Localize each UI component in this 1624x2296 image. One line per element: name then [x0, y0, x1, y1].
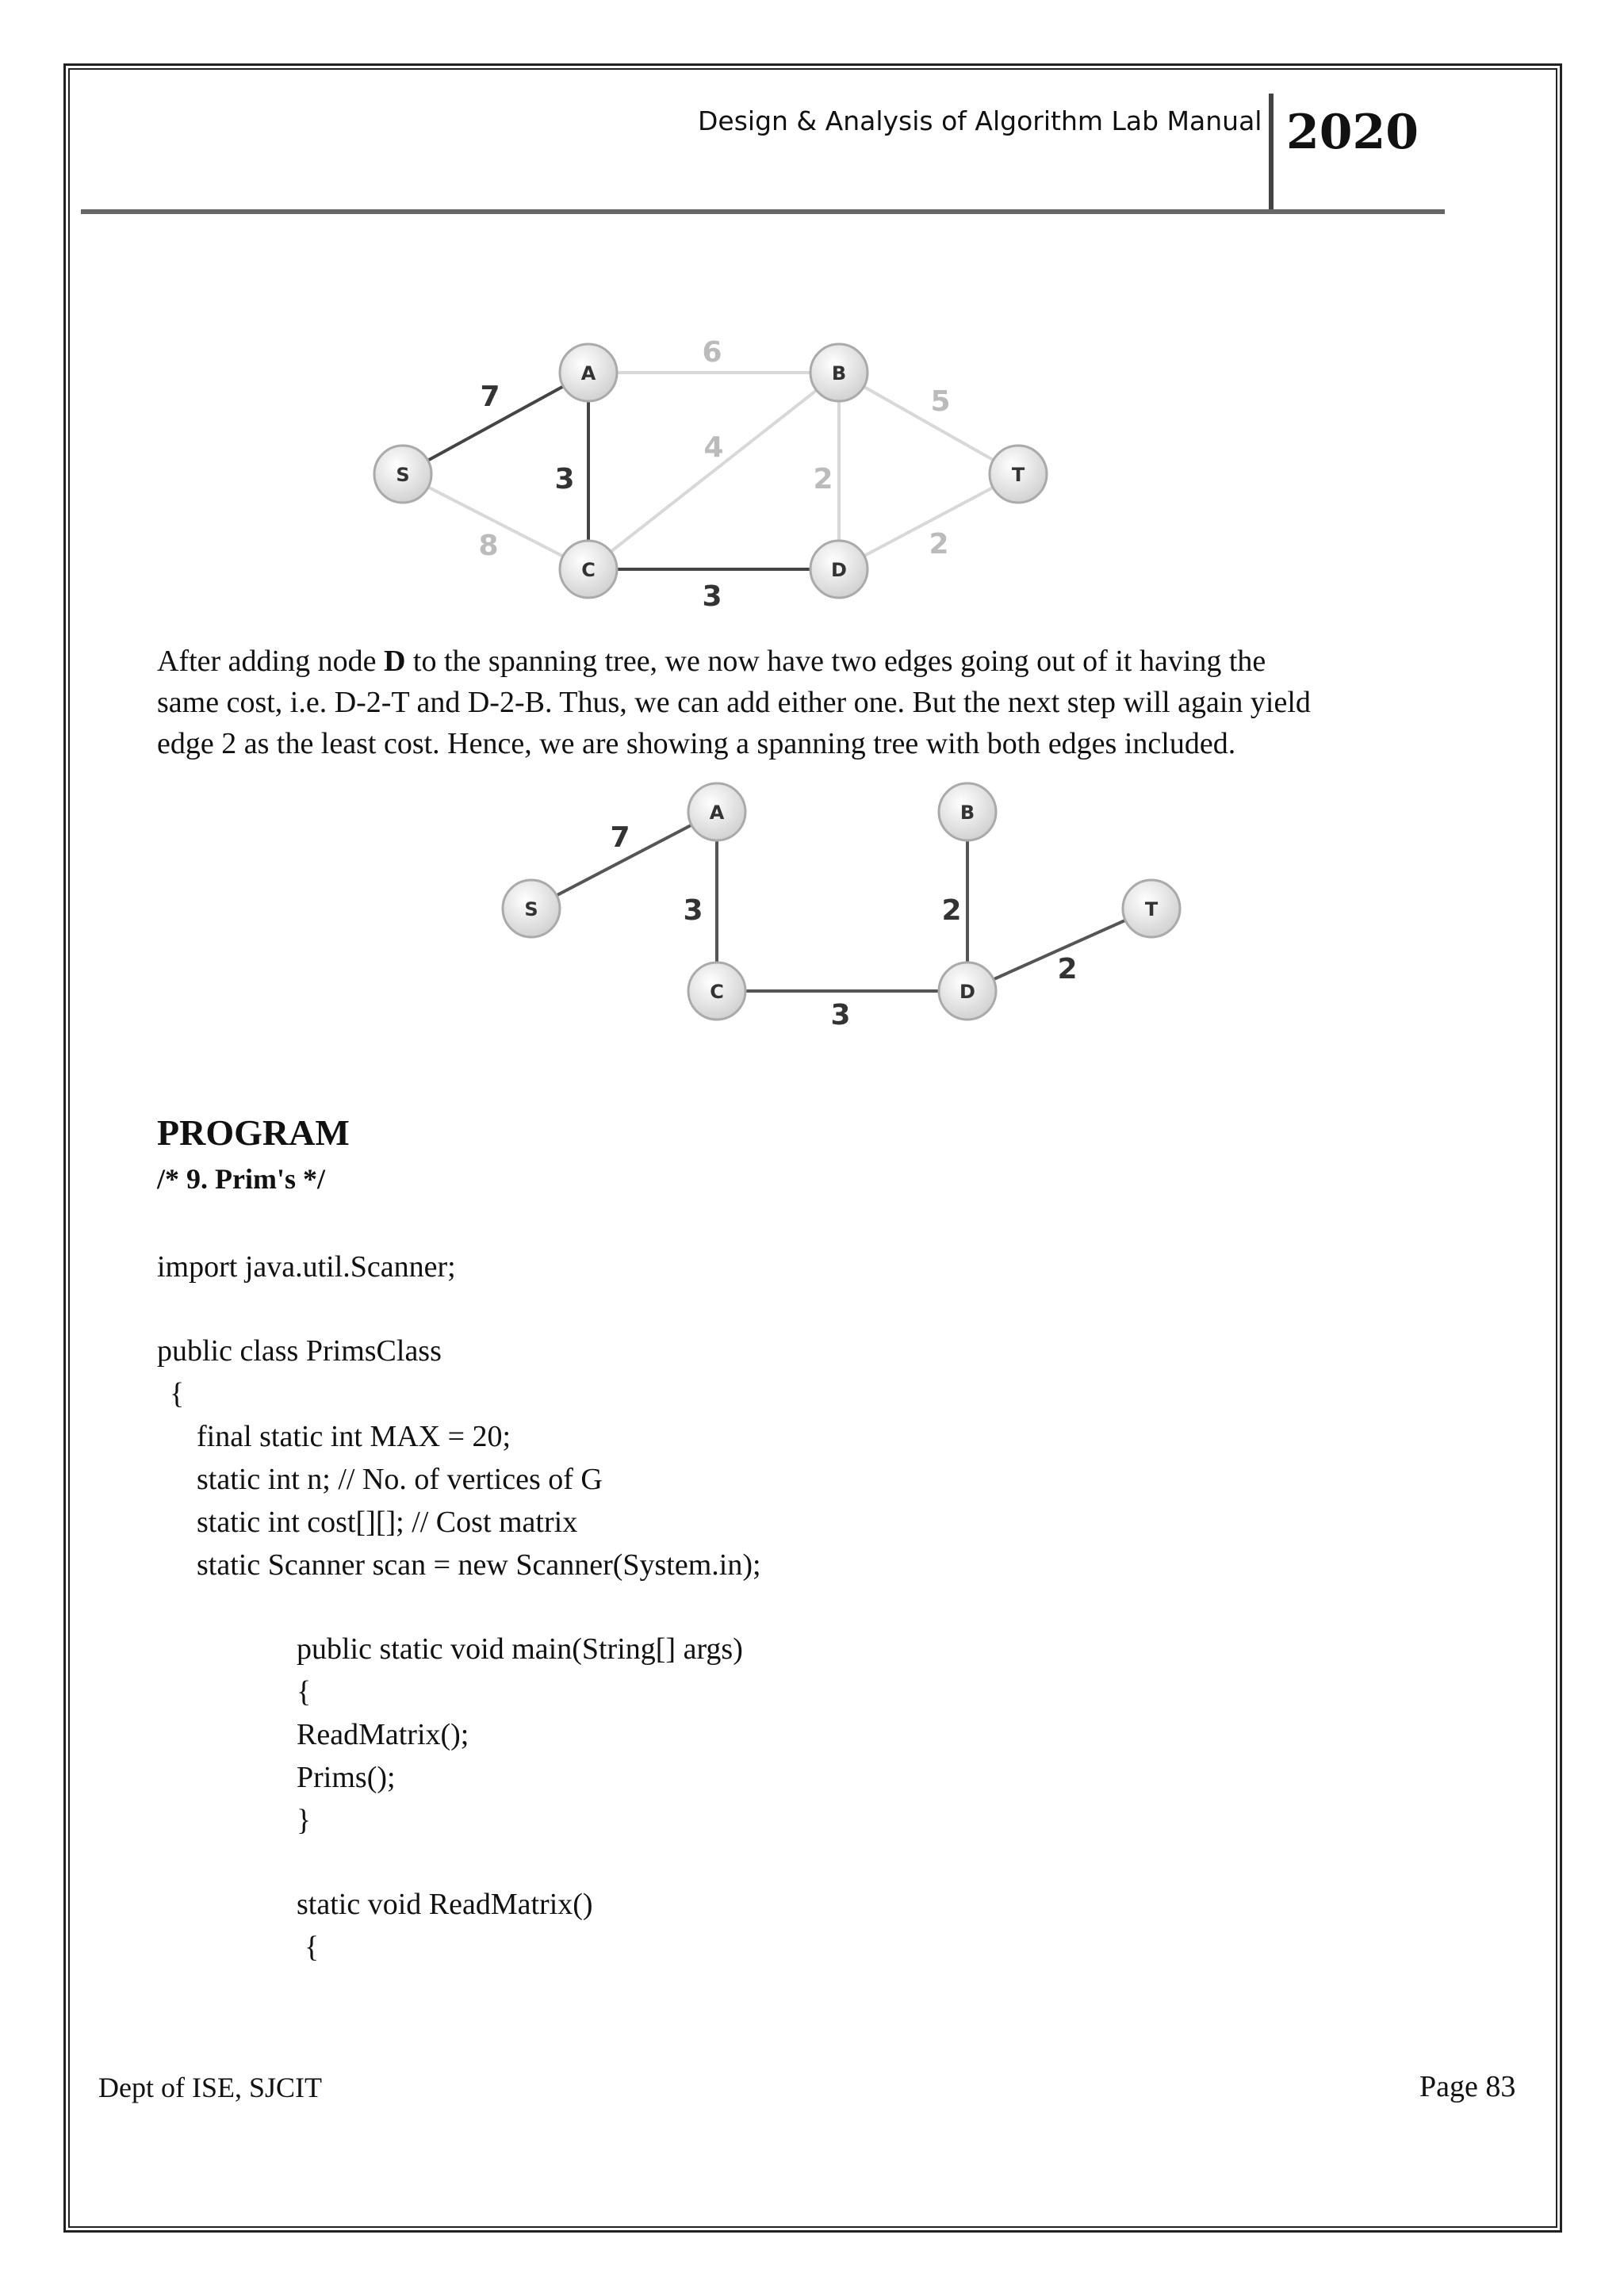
- tree-weight-b-d: 2: [941, 894, 962, 927]
- code-line: public class PrimsClass: [157, 1334, 442, 1368]
- code-line: static void ReadMatrix(): [297, 1888, 593, 1921]
- paragraph-line-3: edge 2 as the least cost. Hence, we are showing a spanning tree with both edges included.: [157, 727, 1236, 760]
- code-line: static int n; // No. of vertices of G: [197, 1463, 603, 1496]
- code-line: {: [304, 1931, 320, 1964]
- paragraph-line-2: same cost, i.e. D-2-T and D-2-B. Thus, we can add either one. But the next step will again yield: [157, 686, 1311, 719]
- graph2-node-b: [939, 783, 996, 840]
- code-line: public static void main(String[] args): [297, 1632, 743, 1666]
- code-line: final static int MAX = 20;: [197, 1420, 511, 1453]
- program-heading: PROGRAM: [157, 1112, 350, 1153]
- code-line: static int cost[][]; // Cost matrix: [197, 1506, 578, 1539]
- tree-weight-a-c: 3: [683, 894, 703, 927]
- graph2-node-t: [1123, 880, 1180, 937]
- graph2-node-a: [688, 783, 745, 840]
- weight-label-c-d: 3: [702, 580, 722, 613]
- svg-text:B: B: [831, 362, 847, 385]
- svg-text:S: S: [396, 464, 410, 486]
- graph2-node-s: [503, 880, 560, 937]
- svg-text:T: T: [1144, 898, 1159, 920]
- svg-text:B: B: [959, 802, 975, 824]
- tree-weight-d-t: 2: [1057, 953, 1078, 985]
- svg-text:A: A: [709, 802, 725, 824]
- graph2-node-d: [939, 962, 996, 1020]
- code-line: {: [297, 1675, 312, 1709]
- code-line: ReadMatrix();: [297, 1718, 469, 1751]
- weight-label-b-d: 2: [813, 463, 833, 496]
- header-title: Design & Analysis of Algorithm Lab Manual: [698, 105, 1262, 136]
- weight-label-a-b: 6: [702, 336, 722, 369]
- weight-label-a-c: 3: [554, 463, 575, 496]
- svg-text:T: T: [1011, 464, 1025, 486]
- tree-weight-c-d: 3: [830, 999, 851, 1031]
- tree-weight-s-a: 7: [610, 821, 630, 854]
- header-year: 2020: [1286, 105, 1419, 160]
- weight-label-s-c: 8: [478, 530, 499, 562]
- code-line: import java.util.Scanner;: [157, 1250, 456, 1284]
- svg-text:A: A: [580, 362, 596, 385]
- svg-text:D: D: [959, 981, 975, 1003]
- footer-page-number: Page 83: [1419, 2070, 1516, 2103]
- weight-label-d-t: 2: [929, 528, 949, 561]
- code-line: static Scanner scan = new Scanner(System.in);: [197, 1548, 761, 1582]
- code-line: {: [170, 1377, 185, 1410]
- svg-text:C: C: [581, 559, 596, 581]
- code-line: }: [297, 1804, 312, 1837]
- program-subheading: /* 9. Prim's */: [157, 1163, 325, 1195]
- graph2-node-c: [688, 962, 745, 1020]
- weight-label-c-b: 4: [703, 431, 724, 464]
- footer-department: Dept of ISE, SJCIT: [98, 2072, 322, 2103]
- svg-text:C: C: [710, 981, 724, 1003]
- weight-label-b-t: 5: [930, 385, 951, 418]
- svg-text:D: D: [831, 559, 847, 581]
- svg-text:S: S: [524, 898, 538, 920]
- paragraph-line-1: After adding node D to the spanning tree, we now have two edges going out of it having the: [157, 645, 1266, 678]
- code-line: Prims();: [297, 1761, 396, 1794]
- weight-label-s-a: 7: [480, 381, 500, 413]
